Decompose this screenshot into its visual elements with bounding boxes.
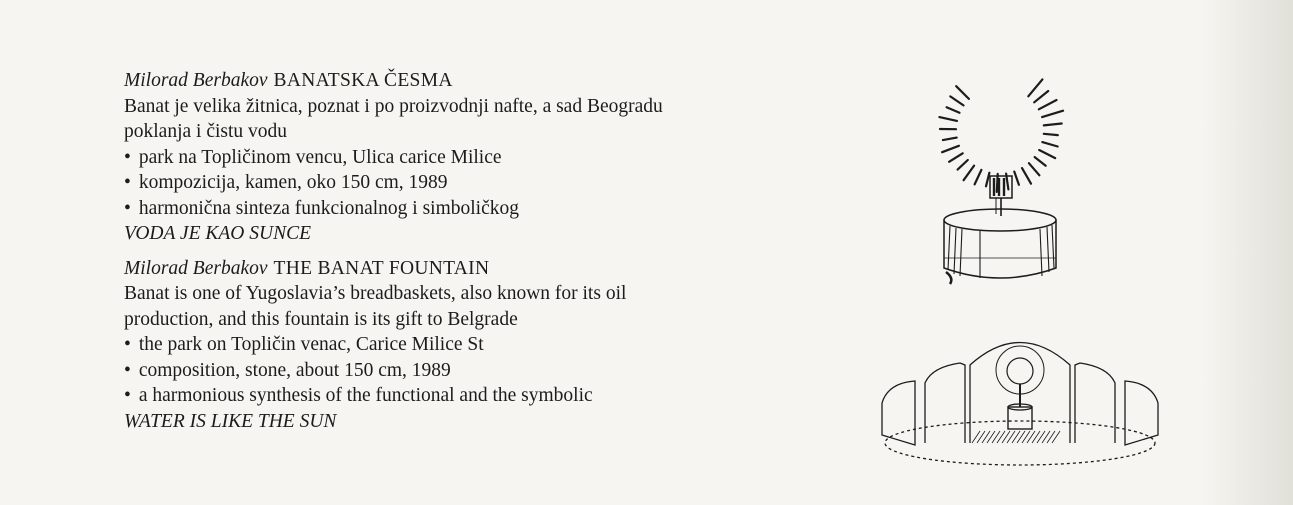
entry-serbian [124,68,824,247]
artwork-title: BANATSKA ČESMA [273,70,453,91]
bullet-concept [124,196,824,222]
sun-ray-stroke [1039,150,1055,158]
hatch-stroke [1052,431,1060,443]
wall-left-sketch [882,381,915,445]
description-line: Banat is one of Yugoslavia’s breadbaskets, also known for its oil [124,283,627,304]
description-line: Banat je velika žitnica, poznat i po proizvodnji nafte, a sad Beogradu [124,95,663,117]
artwork-title: THE BANAT FOUNTAIN [273,257,490,279]
entry-heading [124,256,824,282]
hatch-stroke [1012,431,1020,443]
hatch-stroke [1042,431,1050,443]
sun-ray-stroke [949,153,963,162]
bullet-location [124,332,824,358]
hatch-stroke [1022,431,1030,443]
sun-ray-stroke [986,173,989,187]
entry-heading [124,68,824,94]
hatch-stroke [1002,431,1010,443]
sun-ray-stroke [1039,100,1057,109]
bullet-text: • composition, stone, about 150 cm, 1989 [124,360,451,381]
sun-ray-stroke [950,96,963,105]
fountain-sketch-perspective [870,325,1170,475]
sun-ray-stroke [943,138,957,141]
bullet-text: • harmonična sinteza funkcionalnog i simboličkog [124,198,519,219]
hatch-stroke [987,431,995,443]
description-line: production, and this fountain is its gift to Belgrade [124,308,518,330]
hatch-stroke [1032,431,1040,443]
sun-ray-stroke [1044,134,1058,135]
description-line: poklanja i čistu vodu [124,121,288,142]
author-name: Milorad Berbakov [124,257,268,279]
page-edge-shadow [1203,0,1293,505]
sun-ring-sketch [939,79,1063,191]
sun-ray-stroke [942,146,959,152]
entry-english [124,256,824,435]
hatch-stroke [1027,431,1035,443]
sun-ray-stroke [1042,142,1057,146]
hatch-stroke [997,431,1005,443]
bullet-medium [124,358,824,384]
fountain-description [124,68,824,434]
hatch-stroke [982,431,990,443]
hatch-stroke [977,431,985,443]
hatch-stroke [1017,431,1025,443]
bullet-text: • a harmonious synthesis of the functional and the symbolic [124,385,593,406]
column-sketch [990,176,1012,216]
wall-right-sketch [1125,381,1158,445]
sun-ray-stroke [1022,168,1031,184]
sun-ray-stroke [1029,163,1040,175]
sun-ray-stroke [1028,79,1042,96]
hatch-stroke [1007,431,1015,443]
sun-ray-stroke [1035,157,1046,166]
sun-ray-stroke [1034,91,1048,102]
sun-ray-stroke [975,170,982,185]
bullet-medium [124,170,824,196]
hatch-stroke [992,431,1000,443]
sun-ray-stroke [958,160,968,170]
sun-ray-stroke [1014,172,1019,185]
hatch-stroke [1047,431,1055,443]
sun-ray-stroke [939,117,957,121]
bullet-text: • the park on Topličin venac, Carice Milice St [124,334,484,355]
motto: VODA JE KAO SUNCE [124,223,312,244]
motto: WATER IS LIKE THE SUN [124,410,337,432]
bullet-text: • park na Topličinom vencu, Ulica carice Milice [124,147,502,168]
sun-ray-stroke [1044,124,1062,126]
bullet-location [124,145,824,171]
fountain-sketch-elevation [920,48,1100,288]
bullet-text: • kompozicija, kamen, oko 150 cm, 1989 [124,172,448,193]
hatch-stroke [1037,431,1045,443]
sun-ray-stroke [1042,111,1063,117]
hatch-stroke [972,431,980,443]
basin-sketch [944,209,1056,284]
sun-ray-stroke [964,166,975,181]
bullet-concept [124,383,824,409]
author-name: Milorad Berbakov [124,70,268,91]
sun-ray-stroke [956,86,969,99]
sun-ray-stroke [947,107,960,113]
